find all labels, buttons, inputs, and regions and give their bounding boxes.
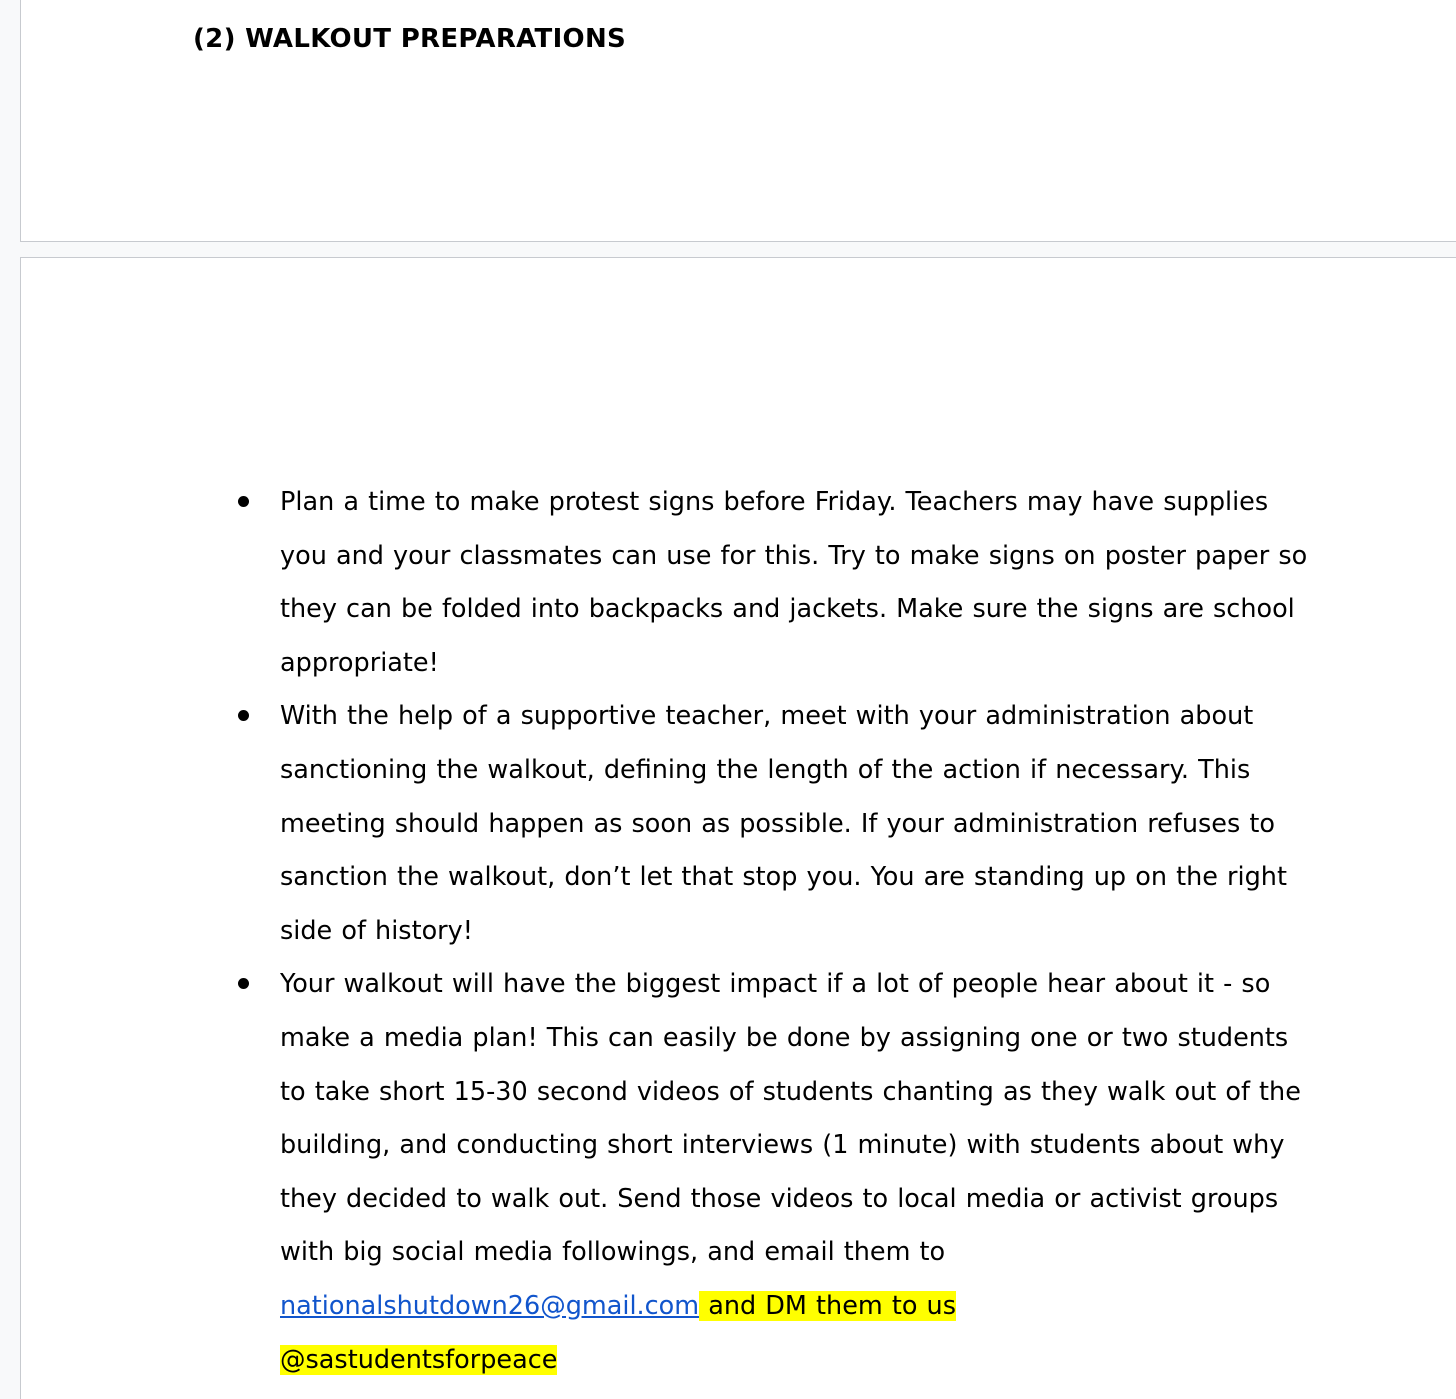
bullet-text: With the help of a supportive teacher, meet with your administration about sanctioning the walkout, defining the length of the action if necessary. This meeting should happen as soon as possible. If your administration refuses to sanction the walkout, don’t let that stop you. You are standing up on the right side of history! [280,701,1287,946]
bullet-list [236,476,1316,1387]
highlighted-handle: @sastudentsforpeace [280,1344,558,1375]
bullet-icon [238,496,249,507]
bullet-item-administration [236,690,1316,958]
document-page-1 [20,0,1456,242]
bullet-text: Plan a time to make protest signs before Friday. Teachers may have supplies you and your classmates can use for this. Try to make signs on poster paper so they can be folded into backpacks and jackets. Make sure the signs are school appropriate! [280,487,1308,678]
email-link[interactable]: nationalshutdown26@gmail.com [280,1290,700,1321]
highlighted-text: and DM them to us [699,1290,956,1321]
section-heading: (2) WALKOUT PREPARATIONS [193,24,627,54]
bullet-item-media-plan [236,958,1316,1387]
bullet-text: Your walkout will have the biggest impact if a lot of people hear about it - so make a media plan! This can easily be done by assigning one or two students to take short 15-30 second videos of students chanting as they walk out of the building, and conducting short interviews (1 minute) with students about why they decided to walk out. Send those videos to local media or activist groups with big social media followings, and email them to [280,969,1301,1268]
bullet-icon [238,978,249,989]
bullet-icon [238,710,249,721]
document-page-2 [20,257,1456,1399]
bullet-item-signs [236,476,1316,690]
